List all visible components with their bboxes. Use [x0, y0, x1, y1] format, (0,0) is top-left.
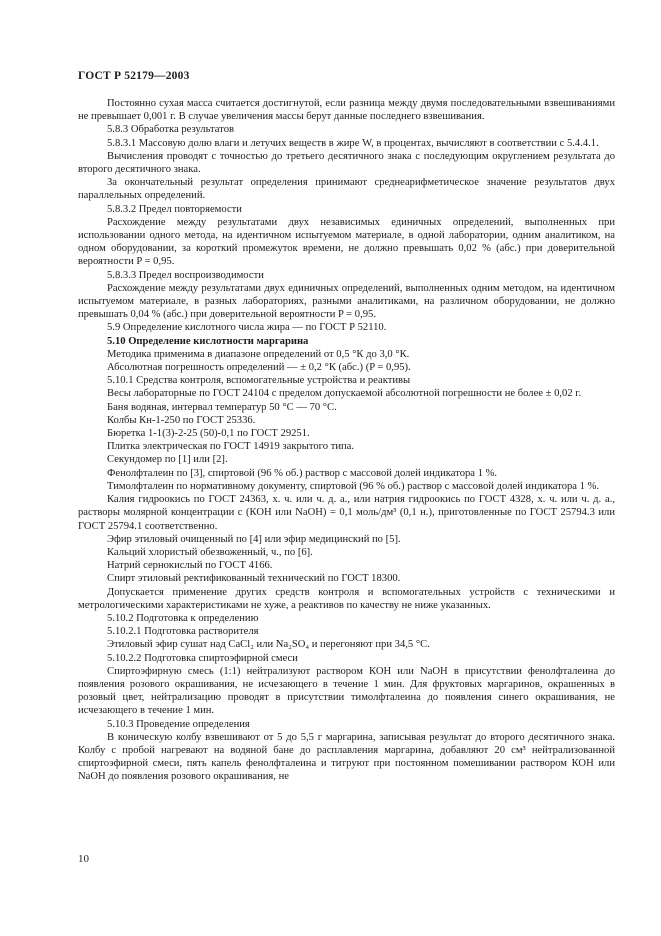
list-item: Кальций хлористый обезвоженный, ч., по [6]. [107, 546, 313, 558]
paragraph: Абсолютная погрешность определений — ± 0,2 °К (абс.) (P = 0,95). [107, 362, 411, 374]
paragraph: Постоянно сухая масса считается достигнутой, если разница между двумя последовательными взвешиваниями не превышает 0,001 г. В случае увеличения массы берут данные последнего взвешивания. [78, 98, 615, 123]
section-heading: 5.10.2.1 Подготовка растворителя [107, 626, 259, 638]
paragraph: Спиртоэфирную смесь (1:1) нейтрализуют раствором КОН или NaOH в присутствии фенолфталеина до появления розового окрашивания, не исчезающего в течение 1 мин. Для фруктовых маргаринов, окрашенных в розовый цвет, нейтрализацию проводят в присутствии тимолфталеина до появления синего окрашивания, не исчезающего в течение 1 мин. [78, 665, 615, 717]
list-item: Натрий сернокислый по ГОСТ 4166. [107, 560, 273, 572]
section-heading: 5.10.1 Средства контроля, вспомогательные устройства и реактивы [107, 375, 411, 387]
paragraph: Этиловый эфир сушат над CaCl₂ или Na₂SO₄ и перегоняют при 34,5 °С. [107, 639, 430, 651]
section-heading: 5.8.3.2 Предел повторяемости [107, 203, 242, 215]
section-heading: 5.8.3.3 Предел воспроизводимости [107, 269, 264, 281]
document-body [78, 97, 615, 784]
list-item: Баня водяная, интервал температур 50 °С — 70 °С. [107, 401, 337, 413]
section-heading: 5.8.3 Обработка результатов [107, 124, 234, 136]
paragraph: За окончательный результат определения принимают среднеарифметическое значение результатов двух параллельных определений. [78, 177, 615, 202]
paragraph: Допускается применение других средств контроля и вспомогательных устройств с техническими и метрологическими характеристиками не хуже, а реактивов по качеству не ниже указанных. [78, 586, 615, 611]
paragraph: 5.9 Определение кислотного числа жира — по ГОСТ Р 52110. [107, 322, 387, 334]
list-item: Бюретка 1-1(3)-2-25 (50)-0,1 по ГОСТ 29251. [107, 428, 310, 440]
section-heading: 5.10.2.2 Подготовка спиртоэфирной смеси [107, 652, 298, 664]
list-item: Спирт этиловый ректификованный технический по ГОСТ 18300. [107, 573, 401, 585]
list-item: Тимолфталеин по нормативному документу, спиртовой (96 % об.) раствор с массовой долей индикатора 1 %. [107, 480, 600, 492]
paragraph: Вычисления проводят с точностью до третьего десятичного знака с последующим округлением результата до второго десятичного знака. [78, 150, 615, 176]
list-item: Колбы Кн-1-250 по ГОСТ 25336. [107, 414, 256, 426]
paragraph: Расхождение между результатами двух независимых единичных определений, выполненных при использовании одного метода, на идентичном испытуемом материале, в одной лаборатории, одним аналитиком, на одном оборудовании, за короткий промежуток времени, не должно превышать 0,02 % (абс.) при доверительной вероятности P = 0,95. [78, 216, 615, 268]
section-heading-bold: 5.10 Определение кислотности маргарина [107, 335, 309, 347]
list-item: Фенолфталеин по [3], спиртовой (96 % об.) раствор с массовой долей индикатора 1 %. [107, 467, 498, 479]
page-number: 10 [78, 853, 89, 865]
section-heading: 5.10.2 Подготовка к определению [107, 612, 259, 624]
paragraph: 5.8.3.1 Массовую долю влаги и летучих веществ в жире W, в процентах, вычисляют в соответствии с 5.4.4.1. [107, 137, 599, 149]
list-item: Калия гидроокись по ГОСТ 24363, х. ч. или ч. д. а., или натрия гидроокись по ГОСТ 4328, х. ч. или ч. д. а., растворы молярной концентрации c (КОН или NaOH) = 0,1 моль/дм³ (0,1 н.), приготовленные по ГОСТ 25794.3 или ГОСТ 25794.1 соответственно. [78, 494, 615, 532]
section-heading: 5.10.3 Проведение определения [107, 718, 250, 730]
paragraph: Расхождение между результатами двух единичных определений, выполненных одним методом, на идентичном испытуемом материале, в разных лабораториях, разными аналитиками, на различном оборудовании, не должно превышать 0,04 % (абс.) при доверительной вероятности P = 0,95. [78, 282, 615, 321]
paragraph: Методика применима в диапазоне определений от 0,5 °К до 3,0 °К. [107, 348, 410, 360]
paragraph: В коническую колбу взвешивают от 5 до 5,5 г маргарина, записывая результат до второго десятичного знака. Колбу с пробой нагревают на водяной бане до расплавления маргарина, добавляют 20 см³ нейтрализованной спиртоэфирной смеси, пять капель фенолфталеина и титруют при постоянном помешивании раствором КОН или NaOH до появления розового окрашивания, не [78, 731, 615, 783]
list-item: Плитка электрическая по ГОСТ 14919 закрытого типа. [107, 441, 355, 453]
paragraph: Весы лабораторные по ГОСТ 24104 с пределом допускаемой абсолютной погрешности не более ± 0,02 г. [107, 388, 582, 400]
list-item: Секундомер по [1] или [2]. [107, 454, 228, 466]
document-header: ГОСТ Р 52179—2003 [78, 70, 190, 82]
list-item: Эфир этиловый очищенный по [4] или эфир медицинский по [5]. [107, 533, 401, 545]
